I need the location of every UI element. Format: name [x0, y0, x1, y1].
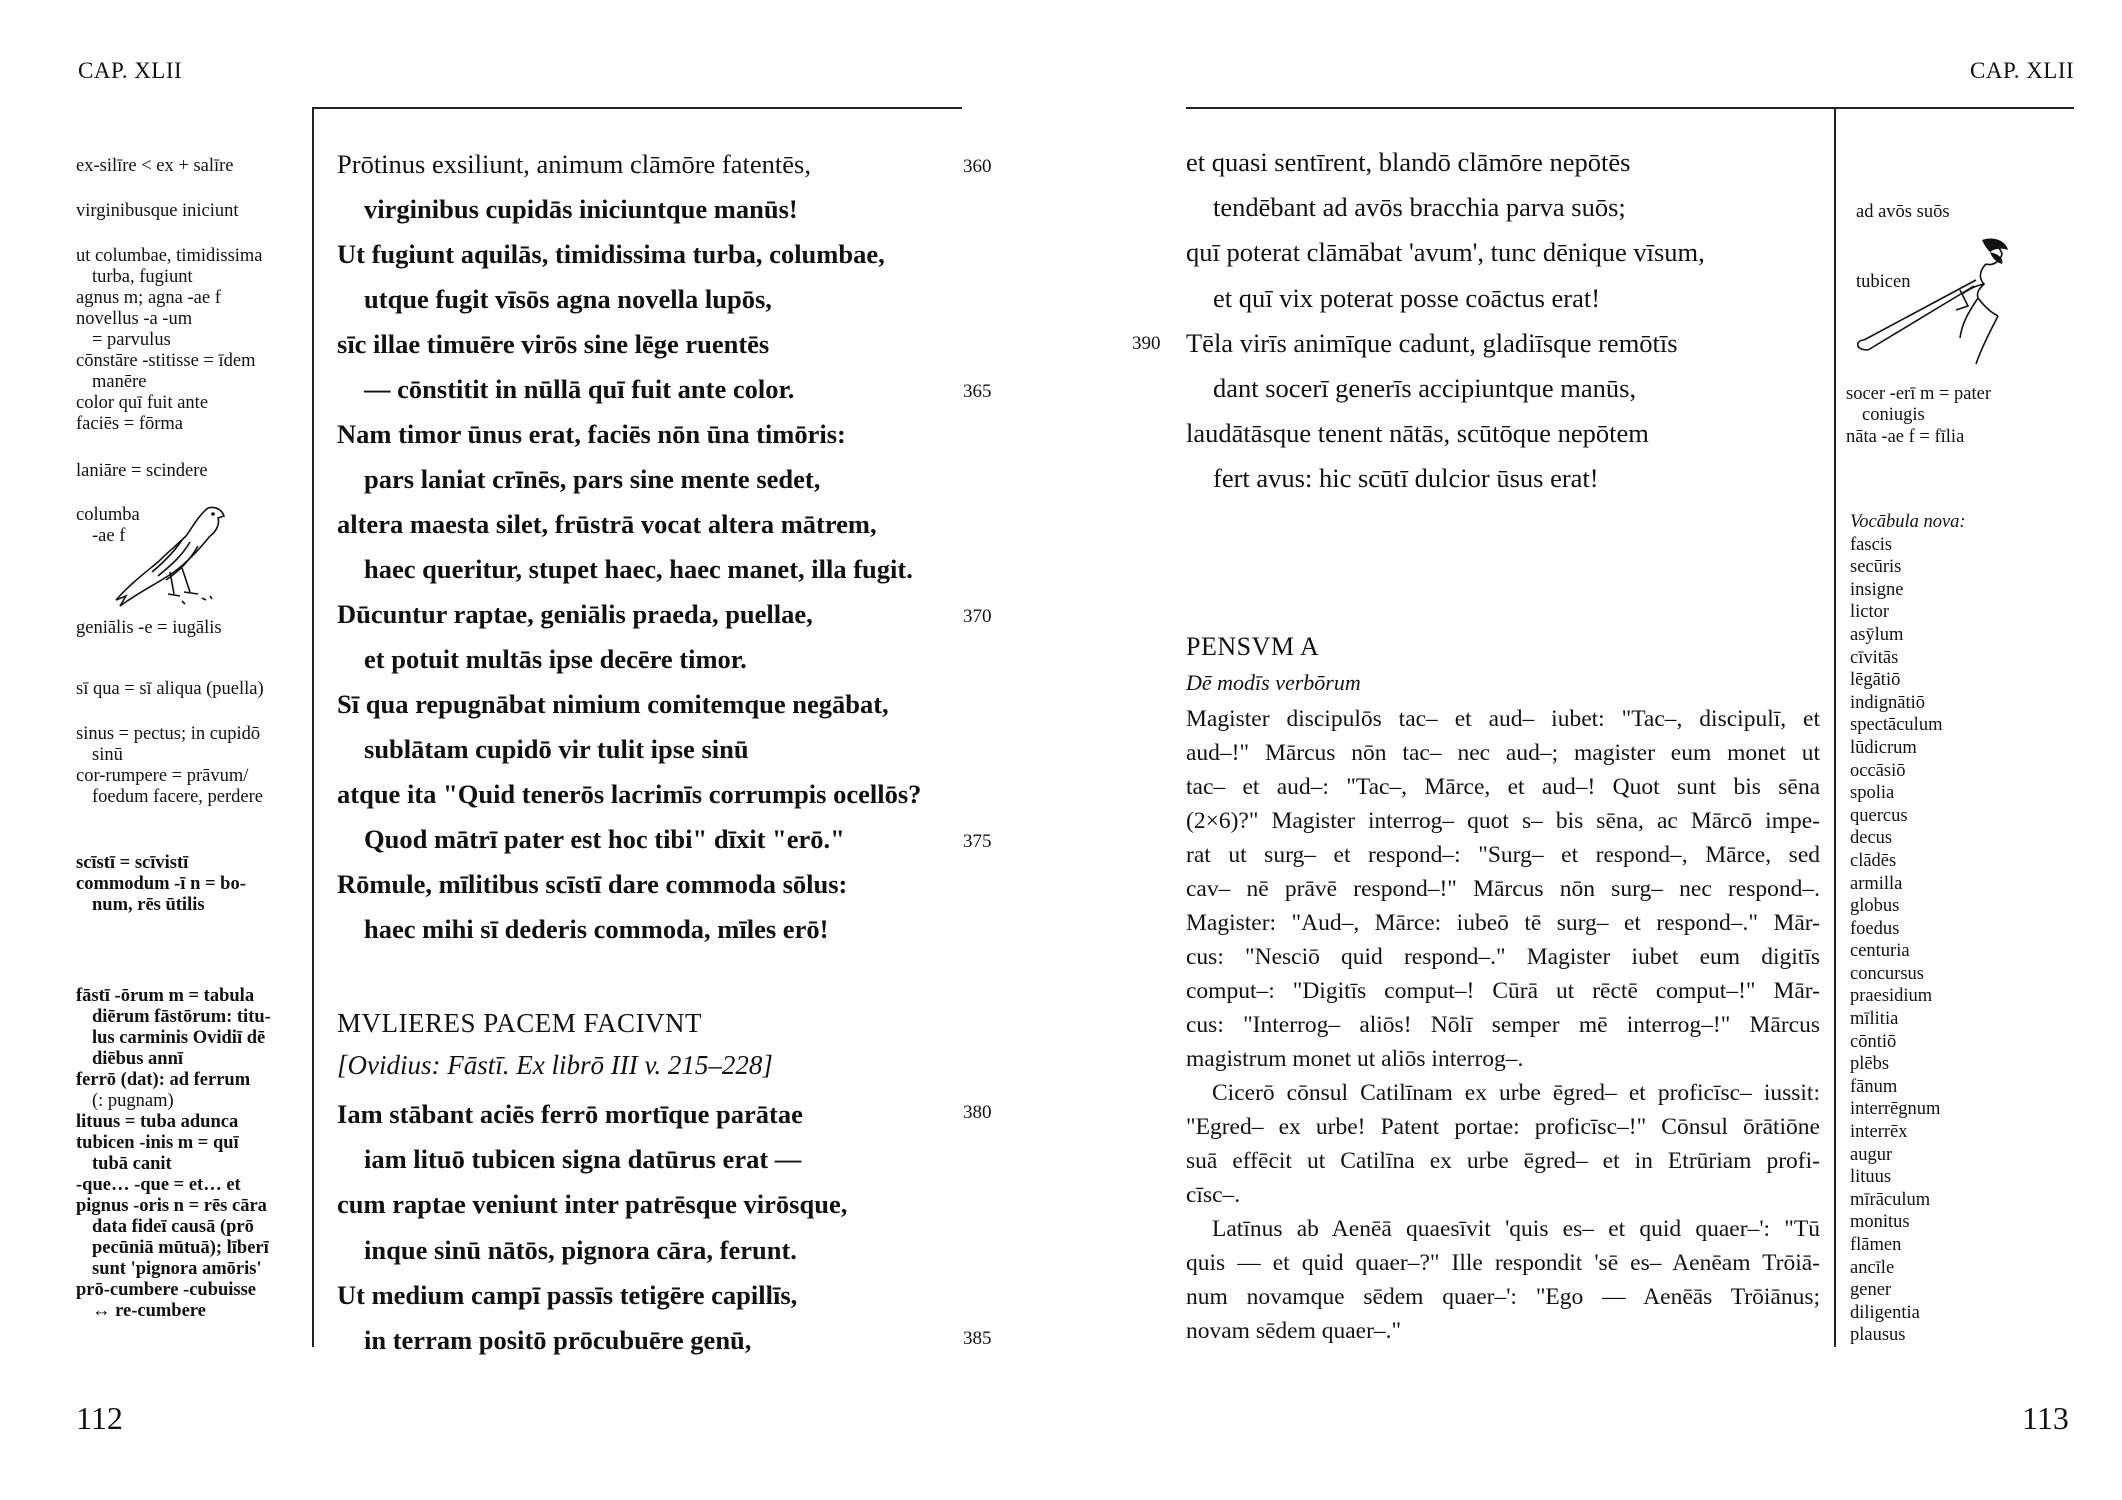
- margin-note: tubā canit: [92, 1154, 172, 1174]
- pensum-line: rat ut surg– et respond–: "Surg– et respond–, Mārce, sed: [1186, 842, 1820, 868]
- vocab-word: diligentia: [1850, 1302, 1920, 1323]
- vocab-word: clādēs: [1850, 850, 1897, 871]
- poem-line: utque fugit vīsōs agna novella lupōs,: [364, 284, 772, 314]
- margin-note: ut columbae, timidissima: [76, 246, 263, 266]
- vocab-word: ancīle: [1850, 1257, 1895, 1278]
- poem-line: Ut medium campī passīs tetigēre capillīs,: [337, 1279, 798, 1310]
- line-number-390: 390: [1132, 333, 1161, 354]
- right-margin-divider: [1834, 107, 1836, 1347]
- line-number: 365: [963, 381, 992, 402]
- left-margin-divider: [312, 107, 314, 1347]
- line-number: 380: [963, 1102, 992, 1123]
- poem-line: tendēbant ad avōs bracchia parva suōs;: [1213, 192, 1626, 223]
- pensum-line: magistrum monet ut aliōs interrog–.: [1186, 1046, 1524, 1072]
- pensum-line: "Egred– ex urbe! Patent portae: proficīsc–!" Cōnsul ōrātiōne: [1186, 1114, 1820, 1140]
- vocab-word: globus: [1850, 896, 1900, 917]
- poem-line: sīc illae timuēre virōs sine lēge ruentēs: [337, 329, 770, 359]
- poem-line: Dūcuntur raptae, geniālis praeda, puellae,: [337, 599, 813, 629]
- margin-note: diēbus annī: [92, 1049, 184, 1069]
- vocab-word: interrēgnum: [1850, 1099, 1941, 1120]
- pensum-heading: PENSVM A: [1186, 632, 1320, 661]
- poem-line: altera maesta silet, frūstrā vocat altera mātrem,: [337, 509, 877, 539]
- vocab-word: insigne: [1850, 579, 1904, 600]
- left-margin-notes: [76, 0, 306, 1400]
- dove-icon: [112, 502, 230, 614]
- vocabula-nova-list: [1850, 511, 1966, 1347]
- vocab-word: gener: [1850, 1280, 1892, 1301]
- pensum-line: Latīnus ab Aenēā quaesīvit 'quis es– et quid quaer–': "Tū: [1212, 1216, 1820, 1242]
- poem-line: virginibus cupidās iniciuntque manūs!: [364, 194, 798, 224]
- vocab-word: spectāculum: [1850, 715, 1943, 736]
- pensum-line: quis — et quid quaer–?" Ille respondit 'sē es– Aenēam Trōiā-: [1186, 1250, 1820, 1276]
- section-source: [Ovidius: Fāstī. Ex librō III v. 215–228]: [337, 1050, 773, 1080]
- vocab-word: plausus: [1850, 1325, 1906, 1346]
- vocab-word: flāmen: [1850, 1235, 1902, 1255]
- vocab-word: augur: [1850, 1144, 1893, 1165]
- margin-note: laniāre = scindere: [76, 461, 208, 481]
- margin-note: faciēs = fōrma: [76, 414, 183, 434]
- poem-line: quī poterat clāmābat 'avum', tunc dēnique vīsum,: [1186, 237, 1705, 268]
- margin-note-coniugis: coniugis: [1862, 405, 1925, 425]
- pensum-subheading: Dē modīs verbōrum: [1186, 670, 1361, 695]
- pensum-line: tac– et aud–: "Tac–, Mārce, et aud–! Quot sunt bis sēna: [1186, 774, 1820, 800]
- margin-note: = parvulus: [92, 330, 171, 350]
- vocab-word: indignātiō: [1850, 692, 1926, 713]
- vocab-word: lēgātiō: [1850, 670, 1901, 691]
- vocab-word: lictor: [1850, 602, 1890, 623]
- poem-line: Quod mātrī pater est hoc tibi" dīxit "erō.": [364, 824, 845, 854]
- pensum-line: Magister: "Aud–, Mārce: iubeō tē surg– et respond–." Mār-: [1186, 910, 1820, 936]
- margin-note: ferrō (dat): ad ferrum: [76, 1070, 251, 1090]
- pensum-line: suā effēcit ut Catilīna ex urbe ēgred– et in Etrūriam profi-: [1186, 1148, 1820, 1174]
- pensum-line: comput–: "Digitīs comput–! Cūrā ut rēctē comput–!" Mār-: [1186, 978, 1820, 1004]
- right-header-rule: [1186, 107, 2074, 109]
- poem-line: cum raptae veniunt inter patrēsque virōsque,: [337, 1189, 848, 1220]
- margin-note: prō-cumbere -cubuisse: [76, 1280, 257, 1300]
- margin-note-ad-avos: ad avōs suōs: [1856, 202, 1950, 222]
- vocab-word: cōntiō: [1850, 1031, 1897, 1052]
- right-page-header: CAP. XLII: [1970, 58, 2075, 83]
- vocab-word: spolia: [1850, 783, 1895, 804]
- vocab-word: plēbs: [1850, 1054, 1890, 1075]
- line-number: 375: [963, 831, 992, 852]
- vocab-word: lituus: [1850, 1167, 1892, 1188]
- vocab-word: fānum: [1850, 1076, 1898, 1097]
- margin-note: sī qua = sī aliqua (puella): [76, 679, 264, 699]
- vocab-word: quercus: [1850, 805, 1908, 826]
- vocab-word: centuria: [1850, 941, 1910, 962]
- margin-note-nata: nāta -ae f = fīlia: [1846, 427, 1965, 447]
- vocab-word: foedus: [1850, 918, 1900, 939]
- vocab-word: mīrāculum: [1850, 1189, 1931, 1210]
- poem-line: Prōtinus exsiliunt, animum clāmōre fatentēs,: [337, 149, 811, 179]
- line-number: 385: [963, 1328, 992, 1349]
- margin-note: cōnstāre -stitisse = īdem: [76, 351, 256, 371]
- poem-line: sublātam cupidō vir tulit ipse sinū: [364, 734, 749, 764]
- right-page-number: 113: [2022, 1400, 2069, 1436]
- pensum-line: cīsc–.: [1186, 1182, 1241, 1208]
- margin-note: num, rēs ūtilis: [92, 895, 205, 915]
- poem-line: et quasi sentīrent, blandō clāmōre nepōtēs: [1186, 147, 1631, 177]
- pensum-line: cus: "Interrog– aliōs! Nōlī semper mē interrog–!" Mārcus: [1186, 1012, 1820, 1038]
- poem-line: in terram positō prōcubuēre genū,: [364, 1325, 752, 1355]
- margin-note: lus carminis Ovidiī dē: [92, 1028, 266, 1048]
- margin-note: data fideī causā (prō: [92, 1217, 254, 1237]
- pensum-line: (2×6)?" Magister interrog– quot s– bis sēna, ac Mārcō impe-: [1186, 808, 1820, 834]
- poem-line: Tēla virīs animīque cadunt, gladiīsque remōtīs: [1186, 327, 1678, 358]
- margin-note: ↔ re-cumbere: [92, 1301, 206, 1321]
- pensum-line: cus: "Nesciō quid respond–." Magister iubet eum digitīs: [1186, 944, 1820, 970]
- vocab-word: praesidium: [1850, 986, 1933, 1007]
- pensum-line: Magister discipulōs tac– et aud– iubet: "Tac–, discipulī, et: [1186, 706, 1820, 732]
- poem-line: laudātāsque tenent nātās, scūtōque nepōtem: [1186, 418, 1649, 449]
- pensum-line: cav– nē prāvē respond–!" Mārcus nōn surg– nec respond–.: [1186, 876, 1820, 902]
- poem-line: iam lituō tubicen signa datūrus erat —: [364, 1144, 802, 1175]
- margin-note: agnus m; agna -ae f: [76, 288, 221, 308]
- poem-line: inque sinū nātōs, pignora cāra, ferunt.: [364, 1234, 797, 1265]
- margin-note: columba: [76, 505, 140, 525]
- margin-note: ex-silīre < ex + salīre: [76, 156, 234, 176]
- margin-note: pignus -oris n = rēs cāra: [76, 1196, 267, 1216]
- margin-note: scīstī = scīvistī: [76, 853, 189, 873]
- margin-note: virginibusque iniciunt: [76, 201, 239, 221]
- left-header-rule: [312, 107, 962, 109]
- margin-note: cor-rumpere = prāvum/: [76, 766, 249, 786]
- vocab-word: cīvitās: [1850, 647, 1899, 668]
- pensum-line: Cicerō cōnsul Catilīnam ex urbe ēgred– et proficīsc– iussit:: [1212, 1080, 1820, 1106]
- vocab-word: interrēx: [1850, 1122, 1908, 1143]
- poem-line: dant socerī generīs accipiuntque manūs,: [1213, 373, 1637, 403]
- poem-line: fert avus: hic scūtī dulcior ūsus erat!: [1213, 463, 1599, 494]
- poem-line: haec queritur, stupet haec, haec manet, illa fugit.: [364, 554, 913, 584]
- margin-note: geniālis -e = iugālis: [76, 618, 222, 638]
- vocab-word: armilla: [1850, 873, 1903, 894]
- margin-note: -que… -que = et… et: [76, 1175, 241, 1195]
- margin-note: sunt 'pignora amōris': [92, 1259, 262, 1279]
- pensum-line: novam sēdem quaer–.": [1186, 1318, 1402, 1344]
- poem-line: haec mihi sī dederis commoda, mīles erō!: [364, 914, 829, 944]
- poem-line: Sī qua repugnābat nimium comitemque negābat,: [337, 689, 889, 719]
- margin-note-tubicen: tubicen: [1856, 272, 1911, 292]
- section-title: MVLIERES PACEM FACIVNT: [337, 1008, 703, 1038]
- trumpeter-icon: [1852, 236, 2012, 388]
- vocab-word: lūdicrum: [1850, 737, 1917, 758]
- vocab-word: monitus: [1850, 1212, 1910, 1233]
- poem-line: Rōmule, mīlitibus scīstī dare commoda sōlus:: [337, 869, 848, 899]
- poem-line: Ut fugiunt aquilās, timidissima turba, columbae,: [337, 239, 885, 269]
- margin-note: manēre: [92, 372, 147, 392]
- margin-note: -ae f: [92, 526, 126, 546]
- margin-note: foedum facere, perdere: [92, 787, 264, 807]
- line-number: 360: [963, 156, 992, 177]
- margin-note: diērum fāstōrum: titu-: [92, 1007, 271, 1027]
- margin-note: lituus = tuba adunca: [76, 1112, 239, 1132]
- poem-line: — cōnstitit in nūllā quī fuit ante color.: [364, 374, 795, 404]
- poem-line: et potuit multās ipse decēre timor.: [364, 644, 747, 674]
- pensum-line: num novamque sēdem quaer–': "Ego — Aenēās Trōiānus;: [1186, 1284, 1820, 1310]
- left-page-number: 112: [76, 1400, 123, 1436]
- poem-line: Iam stābant aciēs ferrō mortīque parātae: [337, 1099, 803, 1129]
- margin-note: tubicen -inis m = quī: [76, 1133, 239, 1153]
- poem-line: atque ita "Quid tenerōs lacrimīs corrumpis ocellōs?: [337, 779, 922, 809]
- margin-note: commodum -ī n = bo-: [76, 874, 246, 894]
- poem-line: pars laniat crīnēs, pars sine mente sedet,: [364, 464, 821, 494]
- margin-note: color quī fuit ante: [76, 393, 209, 413]
- margin-note: novellus -a -um: [76, 309, 193, 329]
- margin-note: fāstī -ōrum m = tabula: [76, 986, 255, 1006]
- poem-line: Nam timor ūnus erat, faciēs nōn ūna timōris:: [337, 419, 846, 449]
- margin-note: sinū: [92, 745, 123, 765]
- margin-note: turba, fugiunt: [92, 267, 193, 287]
- margin-note-socer: socer -erī m = pater: [1846, 384, 1992, 404]
- margin-note: pecūniā mūtuā); līberī: [92, 1238, 269, 1258]
- vocab-word: mīlitia: [1850, 1009, 1899, 1030]
- vocab-heading: Vocābula nova:: [1850, 512, 1966, 532]
- vocab-word: concursus: [1850, 963, 1924, 984]
- right-poem-block: [1186, 140, 1826, 510]
- pensum-text: [1186, 702, 1820, 1348]
- line-number: 370: [963, 606, 992, 627]
- vocab-word: fascis: [1850, 534, 1893, 555]
- pensum-line: aud–!" Mārcus nōn tac– nec aud–; magister eum monet ut: [1186, 740, 1820, 766]
- left-page-header: CAP. XLII: [78, 58, 183, 83]
- left-poem-block: [337, 142, 977, 962]
- left-poem-block-2: [337, 1092, 977, 1362]
- poem-line: et quī vix poterat posse coāctus erat!: [1213, 282, 1601, 313]
- vocab-word: asȳlum: [1850, 624, 1904, 645]
- margin-note: sinus = pectus; in cupidō: [76, 724, 261, 744]
- margin-note: (: pugnam): [92, 1091, 174, 1111]
- vocab-word: decus: [1850, 828, 1893, 849]
- vocab-word: secūris: [1850, 557, 1902, 578]
- vocab-word: occāsiō: [1850, 760, 1906, 781]
